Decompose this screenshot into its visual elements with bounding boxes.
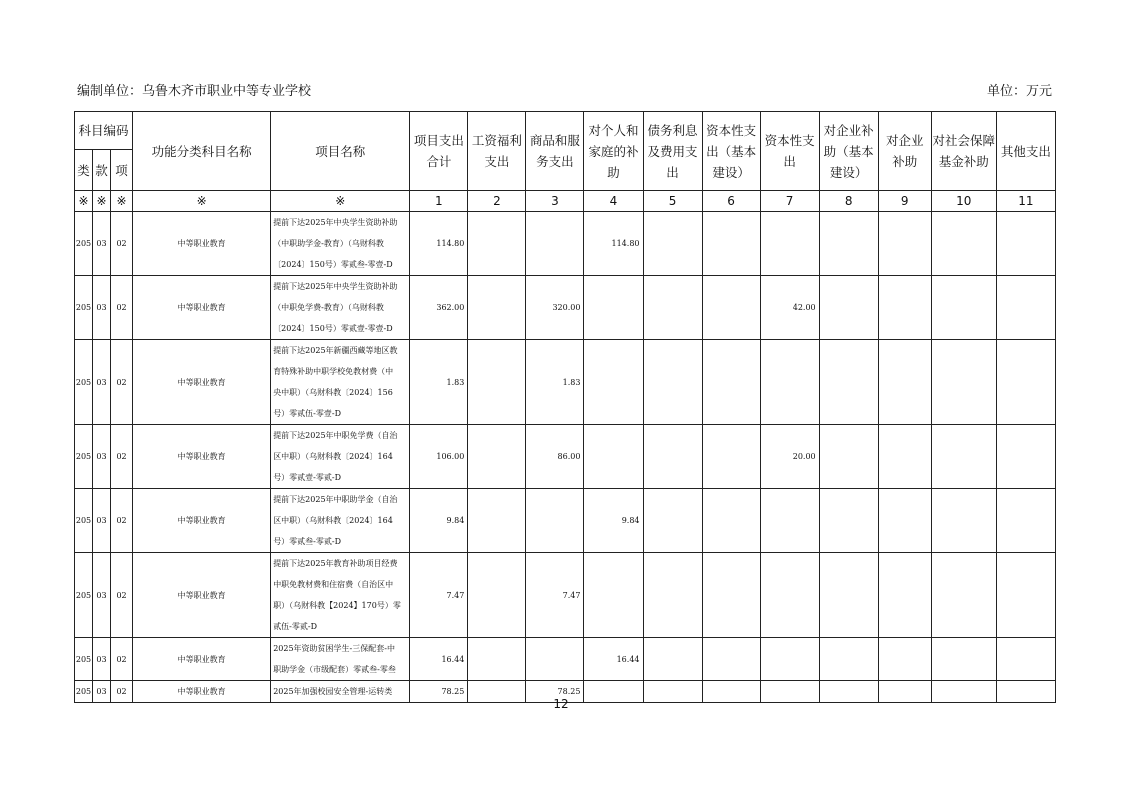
amount-cell: 1.83 xyxy=(526,340,584,425)
amount-cell xyxy=(931,212,996,276)
amount-cell xyxy=(760,489,819,553)
project-name-cell: 提前下达2025年教育补助项目经费 中职免教材费和住宿费（自治区中 职）（乌财科教【2024】170号）零 贰伍-零贰-D xyxy=(271,553,410,638)
amount-cell xyxy=(996,212,1055,276)
project-name-cell: 2025年资助贫困学生-三保配套-中 职助学金（市级配套）零贰叁-零叁 xyxy=(271,638,410,681)
amount-cell xyxy=(819,276,878,340)
amount-cell xyxy=(878,553,931,638)
amount-cell: 7.47 xyxy=(526,553,584,638)
table-body xyxy=(75,212,1056,703)
compiling-unit: 编制单位：乌鲁木齐市职业中等专业学校 xyxy=(77,84,312,99)
project-name-cell: 提前下达2025年中职助学金（自治 区中职）（乌财科教〔2024〕164 号）零贰叁-零贰-D xyxy=(271,489,410,553)
index-cell: 6 xyxy=(702,191,760,212)
amount-cell: 114.80 xyxy=(584,212,643,276)
kuan-cell: 03 xyxy=(93,212,111,276)
amount-cell xyxy=(468,489,526,553)
amount-cell xyxy=(996,425,1055,489)
project-name-cell: 提前下达2025年中央学生资助补助 （中职助学金-教育）（乌财科教 〔2024〕150号）零贰叁-零壹-D xyxy=(271,212,410,276)
function-name-cell: 中等职业教育 xyxy=(133,489,271,553)
amount-cell xyxy=(819,212,878,276)
col-header: 债务利息 及费用支 出 xyxy=(643,112,702,191)
amount-cell xyxy=(878,489,931,553)
function-name-cell: 中等职业教育 xyxy=(133,638,271,681)
amount-cell xyxy=(468,425,526,489)
amount-cell xyxy=(760,340,819,425)
amount-cell xyxy=(931,553,996,638)
amount-cell xyxy=(878,340,931,425)
amount-cell xyxy=(526,212,584,276)
table-row xyxy=(75,489,1056,553)
amount-cell xyxy=(819,425,878,489)
kuan-cell: 03 xyxy=(93,638,111,681)
index-cell: ※ xyxy=(93,191,111,212)
table-row xyxy=(75,212,1056,276)
amount-cell xyxy=(468,276,526,340)
kuan-cell: 03 xyxy=(93,276,111,340)
amount-cell xyxy=(584,553,643,638)
index-cell: ※ xyxy=(133,191,271,212)
xiang-cell: 02 xyxy=(111,681,133,703)
amount-cell xyxy=(468,340,526,425)
col-header: 商品和服 务支出 xyxy=(526,112,584,191)
amount-cell xyxy=(760,638,819,681)
table-row xyxy=(75,553,1056,638)
project-name-header: 项目名称 xyxy=(271,112,410,191)
index-cell: ※ xyxy=(75,191,93,212)
kuan-header: 款 xyxy=(93,150,111,191)
lei-cell: 205 xyxy=(75,340,93,425)
lei-cell: 205 xyxy=(75,425,93,489)
amount-cell xyxy=(643,212,702,276)
amount-cell xyxy=(996,638,1055,681)
amount-cell xyxy=(526,489,584,553)
function-name-cell: 中等职业教育 xyxy=(133,681,271,703)
function-name-cell: 中等职业教育 xyxy=(133,340,271,425)
amount-cell xyxy=(643,638,702,681)
index-cell: 4 xyxy=(584,191,643,212)
xiang-cell: 02 xyxy=(111,553,133,638)
index-cell: 11 xyxy=(996,191,1055,212)
amount-cell xyxy=(996,489,1055,553)
index-cell: 5 xyxy=(643,191,702,212)
lei-cell: 205 xyxy=(75,681,93,703)
project-name-cell: 2025年加强校园安全管理-运转类 xyxy=(271,681,410,703)
lei-cell: 205 xyxy=(75,553,93,638)
function-name-cell: 中等职业教育 xyxy=(133,212,271,276)
amount-cell: 106.00 xyxy=(410,425,468,489)
amount-cell: 78.25 xyxy=(526,681,584,703)
index-cell: 7 xyxy=(760,191,819,212)
amount-cell xyxy=(643,489,702,553)
amount-cell: 20.00 xyxy=(760,425,819,489)
amount-cell: 16.44 xyxy=(584,638,643,681)
amount-cell xyxy=(878,276,931,340)
expenditure-table xyxy=(74,111,1056,703)
xiang-cell: 02 xyxy=(111,212,133,276)
table-row xyxy=(75,276,1056,340)
page-number: 12 xyxy=(553,697,569,711)
amount-cell xyxy=(468,553,526,638)
currency-unit: 单位：万元 xyxy=(986,84,1052,99)
amount-cell xyxy=(702,276,760,340)
index-cell: 9 xyxy=(878,191,931,212)
col-header: 项目支出 合计 xyxy=(410,112,468,191)
index-cell: 1 xyxy=(410,191,468,212)
amount-cell xyxy=(584,425,643,489)
kuan-cell: 03 xyxy=(93,340,111,425)
table-row xyxy=(75,340,1056,425)
function-name-cell: 中等职业教育 xyxy=(133,553,271,638)
lei-cell: 205 xyxy=(75,276,93,340)
amount-cell xyxy=(702,489,760,553)
amount-cell xyxy=(931,276,996,340)
amount-cell xyxy=(819,638,878,681)
amount-cell xyxy=(878,212,931,276)
amount-cell xyxy=(931,489,996,553)
index-cell: 10 xyxy=(931,191,996,212)
kuan-cell: 03 xyxy=(93,553,111,638)
amount-cell xyxy=(760,553,819,638)
amount-cell: 16.44 xyxy=(410,638,468,681)
index-cell: 8 xyxy=(819,191,878,212)
amount-cell: 1.83 xyxy=(410,340,468,425)
kuan-cell: 03 xyxy=(93,425,111,489)
table-row xyxy=(75,425,1056,489)
amount-cell xyxy=(819,489,878,553)
amount-cell xyxy=(702,553,760,638)
col-header: 对企业 补助 xyxy=(878,112,931,191)
col-header: 其他支出 xyxy=(996,112,1055,191)
function-name-cell: 中等职业教育 xyxy=(133,425,271,489)
index-cell: ※ xyxy=(271,191,410,212)
col-header: 对个人和 家庭的补 助 xyxy=(584,112,643,191)
amount-cell: 114.80 xyxy=(410,212,468,276)
amount-cell xyxy=(931,340,996,425)
amount-cell xyxy=(878,638,931,681)
amount-cell: 362.00 xyxy=(410,276,468,340)
amount-cell xyxy=(931,425,996,489)
amount-cell xyxy=(760,212,819,276)
amount-cell xyxy=(702,425,760,489)
amount-cell xyxy=(643,340,702,425)
lei-cell: 205 xyxy=(75,489,93,553)
amount-cell: 42.00 xyxy=(760,276,819,340)
project-name-cell: 提前下达2025年新疆西藏等地区教 育特殊补助中职学校免教材费（中 央中职）（乌财科教〔2024〕156 号）零贰伍-零壹-D xyxy=(271,340,410,425)
index-cell: ※ xyxy=(111,191,133,212)
amount-cell xyxy=(702,340,760,425)
amount-cell xyxy=(819,340,878,425)
xiang-header: 项 xyxy=(111,150,133,191)
xiang-cell: 02 xyxy=(111,489,133,553)
amount-cell: 9.84 xyxy=(584,489,643,553)
amount-cell xyxy=(819,553,878,638)
lei-cell: 205 xyxy=(75,212,93,276)
project-name-cell: 提前下达2025年中央学生资助补助 （中职免学费-教育）（乌财科教 〔2024〕150号）零贰壹-零壹-D xyxy=(271,276,410,340)
amount-cell: 86.00 xyxy=(526,425,584,489)
xiang-cell: 02 xyxy=(111,340,133,425)
amount-cell: 9.84 xyxy=(410,489,468,553)
amount-cell: 7.47 xyxy=(410,553,468,638)
amount-cell xyxy=(996,553,1055,638)
kuan-cell: 03 xyxy=(93,681,111,703)
table-row xyxy=(75,638,1056,681)
lei-cell: 205 xyxy=(75,638,93,681)
amount-cell xyxy=(996,340,1055,425)
function-name-header: 功能分类科目名称 xyxy=(133,112,271,191)
amount-cell xyxy=(702,638,760,681)
amount-cell xyxy=(643,553,702,638)
project-name-cell: 提前下达2025年中职免学费（自治 区中职）（乌财科教〔2024〕164 号）零贰壹-零贰-D xyxy=(271,425,410,489)
amount-cell xyxy=(643,425,702,489)
amount-cell xyxy=(468,212,526,276)
amount-cell xyxy=(702,212,760,276)
amount-cell xyxy=(584,276,643,340)
subject-code-header: 科目编码 xyxy=(75,112,133,150)
index-cell: 3 xyxy=(526,191,584,212)
amount-cell xyxy=(878,425,931,489)
amount-cell xyxy=(526,638,584,681)
amount-cell: 78.25 xyxy=(410,681,468,703)
col-header: 工资福利 支出 xyxy=(468,112,526,191)
kuan-cell: 03 xyxy=(93,489,111,553)
amount-cell: 320.00 xyxy=(526,276,584,340)
function-name-cell: 中等职业教育 xyxy=(133,276,271,340)
xiang-cell: 02 xyxy=(111,425,133,489)
col-header: 资本性支 出 xyxy=(760,112,819,191)
amount-cell xyxy=(643,276,702,340)
lei-header: 类 xyxy=(75,150,93,191)
amount-cell xyxy=(996,276,1055,340)
col-header: 对企业补 助（基本 建设） xyxy=(819,112,878,191)
col-header: 对社会保障 基金补助 xyxy=(931,112,996,191)
amount-cell xyxy=(584,340,643,425)
xiang-cell: 02 xyxy=(111,638,133,681)
amount-cell xyxy=(931,638,996,681)
amount-cell xyxy=(468,638,526,681)
col-header: 资本性支 出（基本 建设） xyxy=(702,112,760,191)
index-row xyxy=(75,191,1056,212)
xiang-cell: 02 xyxy=(111,276,133,340)
index-cell: 2 xyxy=(468,191,526,212)
